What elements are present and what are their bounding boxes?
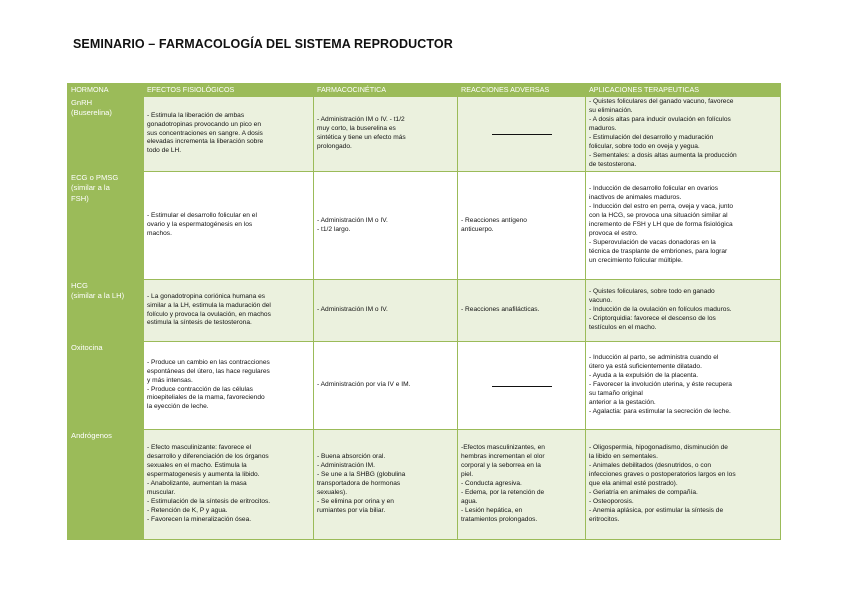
cell-line: - Geriatría en animales de compañía. <box>589 488 698 496</box>
cell-line: muscular. <box>147 488 176 496</box>
cell-line: útero ya está suficientemente dilatado. <box>589 363 702 371</box>
cell-farmacocinetica <box>314 430 458 540</box>
cell-line: anterior a la gestación. <box>589 398 656 406</box>
cell-line: - Sementales: a dosis altas aumenta la producción <box>589 151 737 159</box>
table-row <box>68 97 781 172</box>
cell-line: estimula la síntesis de testosterona. <box>147 319 252 327</box>
cell-efectos <box>144 430 314 540</box>
cell-line: muy corto, la buserelina es <box>317 125 396 133</box>
cell-line: similar a la LH, estimula la maduración del <box>147 301 271 309</box>
cell-line: FSH) <box>71 193 89 203</box>
cell-line: piel. <box>461 471 474 479</box>
cell-line: - Anemia aplásica, por estimular la síntesis de <box>589 506 724 514</box>
cell-line: - Efecto masculinizante: favorece el <box>147 444 252 452</box>
cell-efectos <box>144 172 314 280</box>
cell-line: - t1/2 largo. <box>317 225 351 233</box>
cell-line: - Estimulación del desarrollo y maduración <box>589 134 714 141</box>
cell-line: la eyección de leche. <box>147 403 209 411</box>
cell-line: - Se elimina por orina y en <box>317 497 394 505</box>
cell-line: sus concentraciones en sangre. A dosis <box>147 129 263 137</box>
cell-line: - Administración IM o IV. <box>317 216 388 224</box>
cell-line: Andrógenos <box>71 431 112 440</box>
cell-line: - Reacciones anafilácticas. <box>461 306 540 314</box>
cell-line: sexuales). <box>317 488 348 496</box>
cell-hormona <box>68 430 144 540</box>
cell-hormona <box>68 342 144 430</box>
cell-line: incremento de FSH y LH que de forma fisiológica <box>589 221 733 229</box>
cell-line: - Conducta agresiva. <box>461 480 522 488</box>
cell-line: ECG o PMSG <box>71 173 119 182</box>
cell-line: rumiantes por vía biliar. <box>317 506 386 514</box>
cell-line: - Lesión hepática, en <box>461 506 523 514</box>
cell-line: - Favorecen la mineralización ósea. <box>147 515 252 523</box>
cell-efectos <box>144 97 314 172</box>
cell-line: - Produce contracción de las células <box>147 385 253 393</box>
cell-line: anticuerpo. <box>461 225 494 233</box>
cell-aplicaciones <box>586 430 781 540</box>
cell-line: - Edema, por la retención de <box>461 488 545 496</box>
cell-line: transportadora de hormonas <box>317 480 401 488</box>
cell-line: espontáneas del útero, las hace regulares <box>147 367 270 375</box>
cell-hormona <box>68 172 144 280</box>
cell-line: infecciones graves o postoperatorios largos en los <box>589 471 736 479</box>
cell-line: espermatogenesis y aumenta la libido. <box>147 471 260 479</box>
header-hormona: HORMONA <box>68 84 144 97</box>
cell-line: - Inducción del estro en perra, oveja y vaca, junto <box>589 203 734 211</box>
cell-farmacocinetica <box>314 172 458 280</box>
table-header-row <box>68 84 781 97</box>
cell-line: - Estimular el desarrollo folicular en el <box>147 212 257 220</box>
cell-line: -Efectos masculinizantes, en <box>461 444 545 452</box>
cell-line: HCG <box>71 281 88 290</box>
cell-line: inactivos de animales maduros. <box>589 194 682 202</box>
document-title: SEMINARIO – FARMACOLOGÍA DEL SISTEMA REPRODUCTOR <box>73 37 453 51</box>
cell-line: - Inducción al parto, se administra cuando el <box>589 354 719 362</box>
cell-line: - Osteoporosis. <box>589 497 634 505</box>
cell-line: elevadas incrementa la liberación sobre <box>147 138 264 146</box>
cell-line: - A dosis altas para inducir ovulación en folículos <box>589 116 731 124</box>
cell-line: - Retención de K, P y agua. <box>147 506 228 514</box>
cell-line: - Superovulación de vacas donadoras en la <box>589 238 716 246</box>
cell-line: - Agalactia: para estimular la secreción de leche. <box>589 407 731 415</box>
cell-reacciones <box>458 342 586 430</box>
cell-line: la libido en sementales. <box>589 453 658 461</box>
cell-line: hembras incrementan el olor <box>461 453 545 461</box>
cell-hormona <box>68 97 144 172</box>
cell-line: mioepiteliales de la mama, favoreciendo <box>147 394 265 402</box>
cell-line: - Quistes foliculares del ganado vacuno, favorece <box>589 98 734 106</box>
cell-farmacocinetica <box>314 342 458 430</box>
cell-line: gonadotropinas provocando un pico en <box>147 120 262 128</box>
header-efectos: EFECTOS FISIOLÓGICOS <box>144 84 314 97</box>
cell-line: prolongado. <box>317 142 352 150</box>
cell-line: - Anabolizante, aumentan la masa <box>147 480 247 488</box>
cell-reacciones <box>458 172 586 280</box>
header-aplicaciones: APLICACIONES TERAPEUTICAS <box>586 84 781 97</box>
cell-aplicaciones <box>586 172 781 280</box>
cell-line: agua. <box>461 497 478 505</box>
cell-line: testículos en el macho. <box>589 323 657 331</box>
table-row <box>68 280 781 342</box>
cell-reacciones <box>458 280 586 342</box>
cell-line: con la HCG, se provoca una situación similar al <box>589 212 728 220</box>
cell-line: folículo y provoca la ovulación, en machos <box>147 310 271 318</box>
cell-line: - Criptorquidia: favorece el descenso de los <box>589 314 716 322</box>
cell-line: un crecimiento folicular múltiple. <box>589 256 683 264</box>
cell-line: - Reacciones antígeno <box>461 216 527 224</box>
pharmacology-table <box>67 83 781 540</box>
cell-line: - Quistes foliculares, sobre todo en ganado <box>589 288 715 296</box>
cell-line: y más intensas. <box>147 376 193 384</box>
cell-line: - Ayuda a la expulsión de la placenta. <box>589 372 699 380</box>
header-reacciones: REACCIONES ADVERSAS <box>458 84 586 97</box>
cell-line: - Estimulación de la síntesis de eritrocitos. <box>147 497 271 505</box>
cell-line: - Buena absorción oral. <box>317 453 386 461</box>
cell-line: ovario y la espermatogénesis en los <box>147 221 253 229</box>
cell-line: - Oligospermia, hipogonadismo, disminución de <box>589 444 728 452</box>
cell-line: - Administración IM o IV. <box>317 306 388 314</box>
cell-line: desarrollo y diferenciación de los órganos <box>147 453 269 461</box>
cell-efectos <box>144 342 314 430</box>
header-farmacocinetica: FARMACOCINÉTICA <box>314 84 458 97</box>
cell-line: sintética y tiene un efecto más <box>317 134 406 141</box>
empty-line <box>492 385 552 387</box>
cell-line: de testosterona. <box>589 160 637 168</box>
cell-line: tratamientos prolongados. <box>461 515 538 523</box>
cell-line: su eliminación. <box>589 107 633 115</box>
cell-line: técnica de trasplante de embriones, para lograr <box>589 247 728 255</box>
cell-line: - Administración IM. <box>317 462 375 470</box>
cell-line: - Estimula la liberación de ambas <box>147 111 245 119</box>
table-row <box>68 172 781 280</box>
cell-line: machos. <box>147 229 172 237</box>
cell-line: su tamaño original <box>589 389 643 397</box>
cell-line: (similar a la <box>71 183 110 193</box>
cell-farmacocinetica <box>314 97 458 172</box>
cell-line: (similar a la LH) <box>71 291 125 301</box>
cell-reacciones <box>458 97 586 172</box>
cell-line: - Se une a la SHBG (globulina <box>317 471 406 479</box>
cell-efectos <box>144 280 314 342</box>
cell-aplicaciones <box>586 97 781 172</box>
cell-hormona <box>68 280 144 342</box>
cell-line: - Inducción de la ovulación en folículos maduros. <box>589 306 732 314</box>
cell-line: - Administración por vía IV e IM. <box>317 381 411 389</box>
cell-line: - Animales debilitados (desnutridos, o con <box>589 462 712 470</box>
cell-line: corporal y la seborrea en la <box>461 462 541 470</box>
table-row <box>68 430 781 540</box>
cell-line: - Produce un cambio en las contracciones <box>147 358 270 366</box>
cell-farmacocinetica <box>314 280 458 342</box>
cell-aplicaciones <box>586 342 781 430</box>
cell-line: Oxitocina <box>71 343 103 352</box>
cell-line: - Administración IM o IV. - t1/2 <box>317 116 405 124</box>
cell-line: provoca el estro. <box>589 229 638 237</box>
cell-line: folicular, sobre todo en oveja y yegua. <box>589 142 700 150</box>
cell-line: (Buserelina) <box>71 108 112 118</box>
cell-line: - Inducción de desarrollo folicular en ovarios <box>589 185 719 193</box>
cell-line: - Favorecer la involución uterina, y éste recupera <box>589 381 732 389</box>
cell-aplicaciones <box>586 280 781 342</box>
cell-reacciones <box>458 430 586 540</box>
cell-line: maduros. <box>589 125 617 133</box>
cell-line: vacuno. <box>589 297 613 305</box>
cell-line: eritrocitos. <box>589 515 620 523</box>
cell-line: todo de LH. <box>147 147 182 155</box>
cell-line: GnRH <box>71 98 93 107</box>
cell-line: que ela animal esté postrado). <box>589 480 678 488</box>
cell-line: sexuales en el macho. Estimula la <box>147 462 247 470</box>
table-row <box>68 342 781 430</box>
empty-line <box>492 133 552 135</box>
cell-line: - La gonadotropina coriónica humana es <box>147 292 266 300</box>
